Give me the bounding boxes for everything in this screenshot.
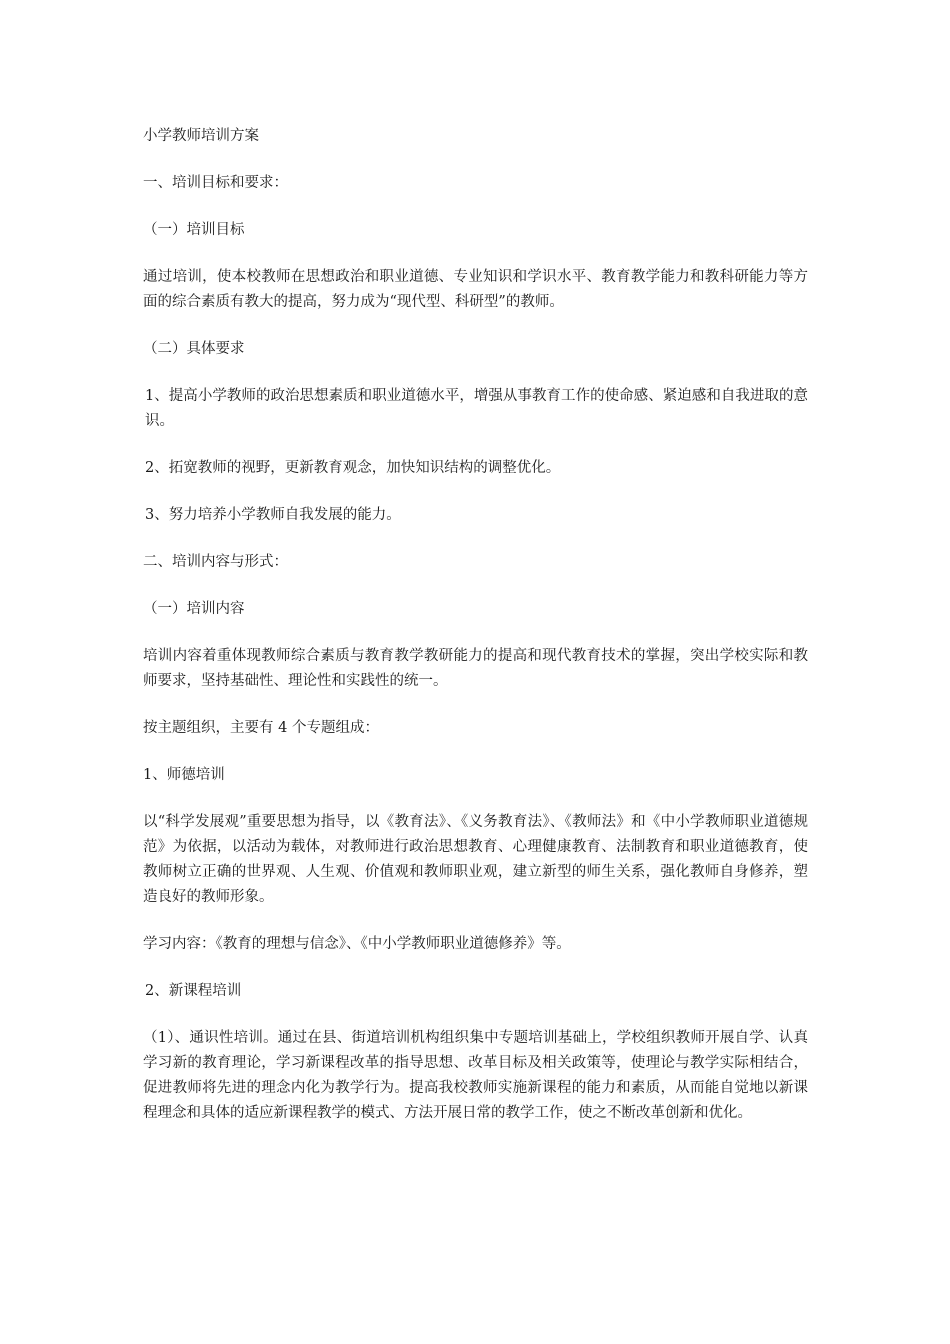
paragraph-study-content: 学习内容：《教育的理想与信念》、《中小学教师职业道德修养》等。 bbox=[143, 936, 571, 952]
section-heading-1: 一、培训目标和要求： bbox=[143, 175, 288, 191]
subsection-heading-1-2: （二）具体要求 bbox=[143, 341, 245, 357]
section-heading-2: 二、培训内容与形式： bbox=[143, 554, 288, 570]
topic-heading-2: 2、新课程培训 bbox=[145, 983, 242, 999]
document-body bbox=[143, 124, 808, 1148]
paragraph-ethics-training: 以“科学发展观”重要思想为指导，以《教育法》、《义务教育法》、《教师法》和《中小学教师职业道德规范》为依据，以活动为载体，对教师进行政治思想教育、心理健康教育、法制教育和职业道德教育，使教师树立正确的世界观、人生观、价值观和教师职业观，建立新型的师生关系，强化教师自身修养，塑造良好的教师形象。 bbox=[143, 814, 808, 905]
subsection-heading-2-1: （一）培训内容 bbox=[143, 601, 245, 617]
paragraph-topics-intro: 按主题组织，主要有 4 个专题组成： bbox=[143, 720, 379, 736]
requirement-item-1: 1、提高小学教师的政治思想素质和职业道德水平，增强从事教育工作的使命感、紧迫感和自我进取的意识。 bbox=[145, 388, 808, 429]
requirement-item-2: 2、拓宽教师的视野，更新教育观念，加快知识结构的调整优化。 bbox=[145, 460, 561, 476]
paragraph-general-training: （1）、通识性培训。通过在县、街道培训机构组织集中专题培训基础上，学校组织教师开展自学、认真学习新的教育理论，学习新课程改革的指导思想、改革目标及相关政策等，使理论与教学实际相结合，促进教师将先进的理念内化为教学行为。提高我校教师实施新课程的能力和素质，从而能自觉地以新课程理念和具体的适应新课程教学的模式、方法开展日常的教学工作，使之不断改革创新和优化。 bbox=[143, 1030, 808, 1121]
requirement-item-3: 3、努力培养小学教师自我发展的能力。 bbox=[145, 507, 401, 523]
paragraph-training-goal: 通过培训，使本校教师在思想政治和职业道德、专业知识和学识水平、教育教学能力和教科研能力等方面的综合素质有教大的提高，努力成为“现代型、科研型”的教师。 bbox=[143, 269, 808, 310]
paragraph-training-content: 培训内容着重体现教师综合素质与教育教学教研能力的提高和现代教育技术的掌握，突出学校实际和教师要求，坚持基础性、理论性和实践性的统一。 bbox=[143, 648, 808, 689]
subsection-heading-1-1: （一）培训目标 bbox=[143, 222, 245, 238]
topic-heading-1: 1、师德培训 bbox=[143, 767, 225, 783]
document-title: 小学教师培训方案 bbox=[143, 128, 259, 144]
